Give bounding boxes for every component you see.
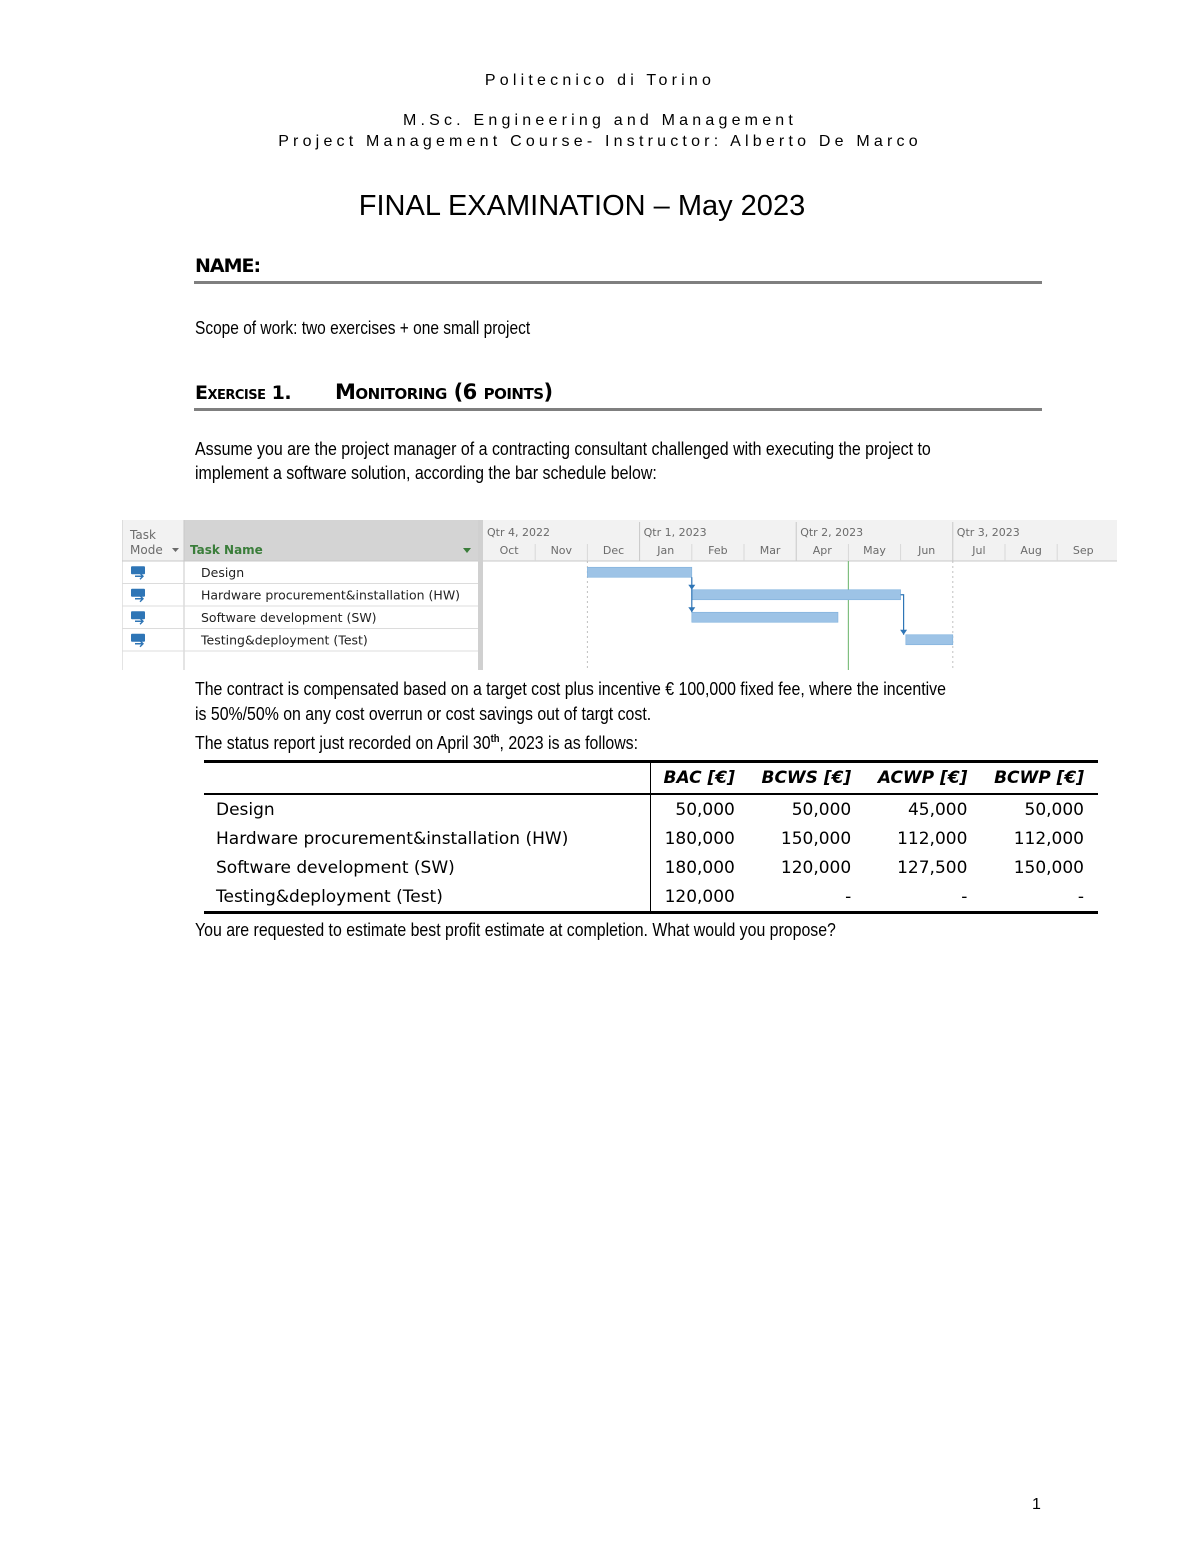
- question-text: You are requested to estimate best profit estimate at completion. What would you propose?: [195, 919, 836, 940]
- task-bar: [906, 635, 953, 645]
- month-label: Jan: [657, 544, 675, 557]
- month-label: Aug: [1020, 544, 1042, 557]
- header-bac: BAC [€]: [651, 762, 749, 795]
- task-mode-icon: [131, 589, 145, 602]
- row-bcws: 50,000: [791, 799, 852, 820]
- row-task-name: Software development (SW): [204, 853, 651, 882]
- month-label: Oct: [499, 544, 519, 557]
- mode-header-line2: Mode: [130, 543, 163, 557]
- task-name-label: Design: [201, 564, 245, 580]
- row-acwp: 127,500: [897, 857, 968, 878]
- link-arrow: [688, 585, 695, 590]
- task-mode-icon: [131, 611, 145, 624]
- gantt-chart: [122, 520, 1117, 670]
- earned-value-table: [204, 760, 1098, 914]
- table-row: [204, 882, 1098, 913]
- status-line: [195, 732, 638, 754]
- table-header-blank: [204, 762, 651, 795]
- exercise-number: Exercise 1.: [195, 382, 292, 404]
- row-bcwp: 150,000: [1013, 857, 1084, 878]
- name-header: Task Name: [190, 543, 263, 557]
- row-acwp: 112,000: [897, 828, 968, 849]
- row-bcwp: 50,000: [1024, 799, 1084, 820]
- month-label: Mar: [759, 544, 781, 557]
- program-name: M.Sc. Engineering and Management: [402, 112, 798, 129]
- dependency-link: [901, 595, 904, 635]
- quarter-label: Qtr 4, 2022: [487, 526, 550, 539]
- exercise-title: Monitoring (6 points): [335, 380, 553, 404]
- row-bac: 120,000: [651, 882, 749, 913]
- header-bcws: BCWS [€]: [749, 762, 865, 795]
- row-bcws: 120,000: [780, 857, 852, 878]
- task-mode-icon-body: [131, 566, 145, 574]
- task-mode-icon: [131, 634, 145, 647]
- task-bar: [692, 590, 901, 600]
- row-task-name: Design: [204, 794, 651, 824]
- month-label: Dec: [602, 544, 625, 557]
- task-bar: [587, 567, 691, 577]
- contract-line-1: The contract is compensated based on a target cost plus incentive € 100,000 fixed fee, where the incentive: [195, 678, 946, 699]
- month-label: Sep: [1072, 544, 1094, 557]
- intro-line-2: implement a software solution, according the bar schedule below:: [195, 462, 657, 483]
- link-arrow: [688, 607, 695, 612]
- task-mode-icon-body: [131, 634, 145, 642]
- row-task-name: Testing&deployment (Test): [204, 882, 651, 913]
- task-mode-icon-body: [131, 611, 145, 619]
- row-bcwp: -: [981, 882, 1098, 913]
- table-row: [204, 824, 1098, 853]
- row-bcws: -: [749, 882, 865, 913]
- name-rule: [194, 281, 1042, 284]
- row-acwp: -: [865, 882, 981, 913]
- quarter-label: Qtr 3, 2023: [956, 526, 1020, 539]
- month-label: Jun: [918, 544, 936, 557]
- status-text-after: , 2023 is as follows:: [499, 732, 639, 753]
- course-line: Project Management Course- Instructor: Alberto De Marco: [278, 133, 922, 150]
- table-row: [204, 794, 1098, 824]
- table-row: [204, 853, 1098, 882]
- month-label: Feb: [708, 544, 728, 557]
- split-bar: [478, 520, 483, 670]
- month-label: Jul: [972, 544, 986, 557]
- university-name: Politecnico di Torino: [484, 72, 716, 89]
- gantt-bars: [587, 567, 952, 645]
- page-title: FINAL EXAMINATION – May 2023: [358, 190, 806, 222]
- task-name-label: Hardware procurement&installation (HW): [201, 587, 461, 603]
- task-mode-icon: [131, 566, 145, 579]
- month-label: Apr: [812, 544, 832, 557]
- month-label: Nov: [550, 544, 573, 557]
- contract-line-2: is 50%/50% on any cost overrun or cost savings out of targt cost.: [195, 703, 652, 724]
- task-name-label: Testing&deployment (Test): [201, 632, 368, 648]
- name-label: NAME:: [195, 255, 261, 277]
- row-bac: 180,000: [664, 828, 735, 849]
- task-bar: [692, 612, 838, 622]
- row-bcws: 150,000: [780, 828, 852, 849]
- header-acwp: ACWP [€]: [865, 762, 981, 795]
- mode-header-line1: Task: [130, 528, 156, 542]
- row-acwp: 45,000: [907, 799, 968, 820]
- task-name-label: Software development (SW): [201, 609, 377, 625]
- row-bac: 180,000: [664, 857, 735, 878]
- status-superscript: th: [490, 732, 500, 745]
- row-bcwp: 112,000: [1013, 828, 1084, 849]
- month-label: May: [863, 544, 886, 557]
- page-number: 1: [1032, 1496, 1041, 1513]
- row-task-name: Hardware procurement&installation (HW): [204, 824, 651, 853]
- quarter-label: Qtr 2, 2023: [800, 526, 864, 539]
- status-text-before: The status report just recorded on April 30: [195, 732, 491, 753]
- link-arrow: [900, 630, 907, 635]
- row-bac: 50,000: [675, 799, 735, 820]
- scope-text: Scope of work: two exercises + one small project: [195, 318, 531, 338]
- intro-line-1: Assume you are the project manager of a contracting consultant challenged with executing the project to: [195, 438, 931, 459]
- table-header-row: [204, 762, 1098, 795]
- gantt-svg: [122, 520, 1117, 670]
- exercise-rule: [194, 408, 1042, 411]
- task-mode-icon-body: [131, 589, 145, 597]
- header-bcwp: BCWP [€]: [981, 762, 1098, 795]
- quarter-label: Qtr 1, 2023: [643, 526, 707, 539]
